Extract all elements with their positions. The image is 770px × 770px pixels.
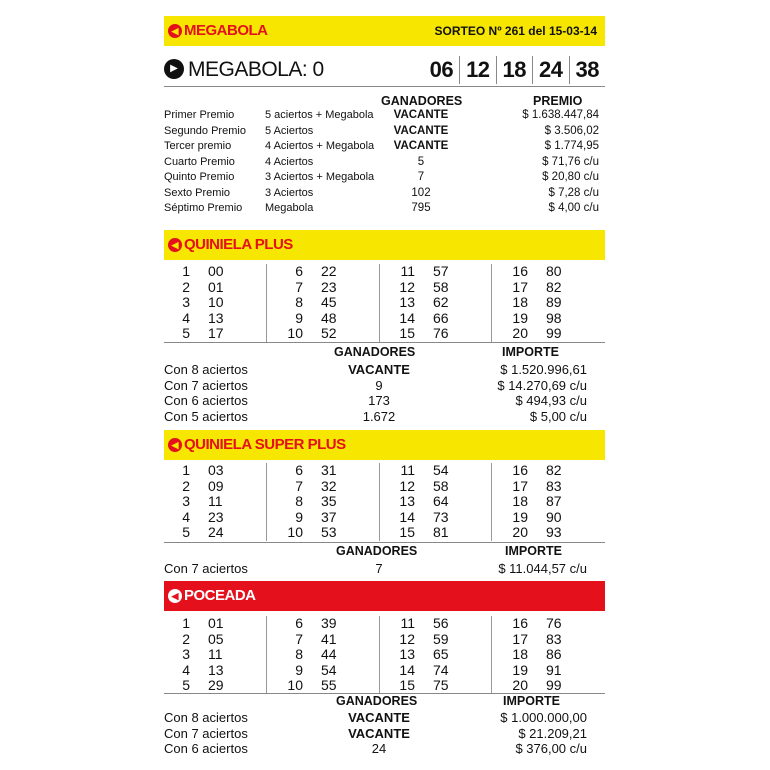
number-row [283, 678, 379, 694]
drawn-number: 58 [433, 477, 449, 494]
drawn-number: 93 [546, 524, 562, 540]
draw-position: 17 [512, 278, 528, 295]
result-winners: VACANTE [348, 710, 410, 725]
drawn-number: 90 [546, 508, 562, 525]
drawn-number: 82 [546, 462, 562, 478]
result-row [164, 741, 605, 757]
quiniela-plus-header-bar [164, 230, 605, 260]
drawn-number: 80 [546, 263, 562, 279]
number-column [508, 264, 604, 342]
number-row [395, 479, 491, 495]
draw-position: 19 [512, 309, 528, 326]
drawn-number: 00 [208, 263, 224, 279]
draw-position: 5 [182, 325, 190, 341]
result-amount: $ 1.520.996,61 [500, 362, 587, 377]
prize-description: 4 Aciertos + Megabola [265, 140, 375, 152]
drawn-number: 11 [208, 493, 223, 509]
draw-position: 8 [295, 294, 303, 310]
number-row [283, 510, 379, 526]
number-row [283, 311, 379, 327]
number-column [170, 616, 267, 694]
draw-position: 15 [399, 524, 415, 540]
prize-description: 3 Aciertos + Megabola [265, 171, 375, 183]
megabola-title: MEGABOLA [184, 22, 268, 39]
importe-heading: IMPORTE [502, 345, 559, 359]
draw-position: 3 [182, 294, 190, 310]
draw-position: 20 [512, 524, 528, 540]
draw-position: 17 [512, 477, 528, 494]
number-row [395, 494, 491, 510]
number-row [508, 525, 604, 541]
number-row [170, 632, 266, 648]
result-amount: $ 21.209,21 [518, 725, 587, 741]
draw-position: 8 [295, 646, 303, 662]
number-row [170, 678, 266, 694]
drawn-number: 39 [321, 615, 337, 631]
draw-position: 14 [399, 508, 415, 525]
draw-position: 19 [512, 508, 528, 525]
result-amount: $ 14.270,69 c/u [497, 377, 587, 393]
drawn-number: 09 [208, 477, 224, 494]
number-row [170, 463, 266, 479]
number-column [170, 463, 267, 541]
number-row [170, 494, 266, 510]
result-row [164, 409, 605, 425]
number-row [395, 280, 491, 296]
result-label: Con 8 aciertos [164, 710, 248, 725]
draw-position: 3 [182, 646, 190, 662]
result-winners: 7 [375, 561, 383, 576]
number-row [395, 295, 491, 311]
divider [164, 342, 605, 343]
number-row [170, 510, 266, 526]
drawn-number: 59 [433, 630, 449, 647]
drawn-number: 22 [321, 263, 337, 279]
draw-position: 16 [512, 462, 528, 478]
number-row [508, 311, 604, 327]
drawn-number: 52 [321, 325, 337, 341]
draw-position: 10 [287, 524, 303, 540]
result-row [164, 362, 605, 378]
drawn-number: 82 [546, 278, 562, 295]
draw-position: 20 [512, 325, 528, 341]
number-row [508, 479, 604, 495]
drawn-number: 81 [433, 524, 449, 540]
draw-position: 9 [295, 661, 303, 678]
draw-position: 9 [295, 309, 303, 326]
result-label: Con 5 aciertos [164, 408, 248, 424]
number-row [395, 326, 491, 342]
draw-position: 12 [399, 630, 415, 647]
draw-position: 15 [399, 325, 415, 341]
number-row [283, 479, 379, 495]
number-row [508, 494, 604, 510]
draw-position: 2 [182, 630, 190, 647]
drawn-number: 11 [208, 646, 223, 662]
sorteo-info: SORTEO Nº 261 del 15-03-14 [434, 24, 597, 38]
premio-heading: PREMIO [533, 94, 583, 108]
number-column [395, 616, 492, 694]
drawn-number: 62 [433, 294, 449, 310]
number-row [283, 663, 379, 679]
number-row [283, 295, 379, 311]
prize-name: Cuarto Premio [164, 155, 235, 168]
drawn-number: 29 [208, 677, 224, 693]
megabola-result-line [164, 56, 605, 84]
number-row [395, 632, 491, 648]
number-row [170, 311, 266, 327]
draw-position: 9 [295, 508, 303, 525]
draw-position: 3 [182, 493, 190, 509]
draw-position: 10 [287, 677, 303, 693]
number-row [508, 510, 604, 526]
drawn-number: 55 [321, 677, 337, 693]
arrow-left-icon: ◀ [168, 24, 182, 38]
draw-position: 11 [400, 462, 415, 478]
megabola-number: 06 [429, 57, 454, 82]
result-amount: $ 5,00 c/u [529, 408, 587, 424]
prize-winners: 5 [417, 155, 425, 168]
poceada-header-bar [164, 581, 605, 611]
prize-winners: 795 [411, 202, 431, 214]
drawn-number: 58 [433, 278, 449, 295]
number-row [170, 647, 266, 663]
number-row [508, 463, 604, 479]
megabola-number: 38 [569, 56, 605, 84]
ganadores-heading: GANADORES [336, 544, 418, 558]
number-row [508, 326, 604, 342]
result-winners: 9 [375, 377, 383, 393]
drawn-number: 76 [546, 615, 562, 631]
divider [164, 542, 605, 543]
draw-position: 15 [399, 677, 415, 693]
number-row [283, 264, 379, 280]
drawn-number: 23 [321, 278, 337, 295]
drawn-number: 54 [433, 462, 449, 478]
draw-position: 11 [400, 263, 415, 279]
drawn-number: 01 [208, 615, 224, 631]
draw-position: 18 [512, 646, 528, 662]
drawn-number: 57 [433, 263, 449, 279]
drawn-number: 75 [433, 677, 449, 693]
drawn-number: 31 [321, 462, 337, 478]
number-column [395, 264, 492, 342]
drawn-number: 53 [321, 524, 337, 540]
number-column [170, 264, 267, 342]
arrow-left-icon: ◀ [168, 238, 182, 252]
draw-position: 16 [512, 263, 528, 279]
megabola-number: 24 [532, 56, 568, 84]
number-row [395, 463, 491, 479]
drawn-number: 64 [433, 493, 449, 509]
result-amount: $ 11.044,57 c/u [498, 561, 587, 576]
result-row [164, 561, 605, 577]
drawn-number: 32 [321, 477, 337, 494]
number-row [395, 663, 491, 679]
megabola-number: 12 [459, 56, 495, 84]
ganadores-heading: GANADORES [334, 345, 416, 359]
number-column [283, 463, 380, 541]
number-row [283, 616, 379, 632]
draw-position: 11 [400, 615, 415, 631]
drawn-number: 74 [433, 661, 449, 678]
number-row [508, 616, 604, 632]
drawn-number: 35 [321, 493, 337, 509]
drawn-number: 45 [321, 294, 337, 310]
draw-position: 7 [295, 630, 303, 647]
draw-position: 13 [399, 294, 415, 310]
draw-position: 16 [512, 615, 528, 631]
result-label: Con 6 aciertos [164, 393, 248, 408]
result-winners: 173 [368, 393, 390, 408]
prize-amount: $ 7,28 c/u [548, 186, 599, 199]
drawn-number: 10 [208, 294, 224, 310]
divider [164, 86, 605, 87]
number-row [508, 647, 604, 663]
number-row [508, 632, 604, 648]
result-winners: VACANTE [348, 725, 410, 741]
draw-position: 6 [295, 462, 303, 478]
number-row [283, 525, 379, 541]
draw-position: 17 [512, 630, 528, 647]
draw-position: 5 [182, 677, 190, 693]
number-column [283, 264, 380, 342]
prize-amount: $ 4,00 c/u [548, 202, 599, 214]
number-row [283, 647, 379, 663]
number-row [283, 494, 379, 510]
prize-name: Séptimo Premio [164, 202, 243, 214]
draw-position: 18 [512, 493, 528, 509]
number-column [508, 463, 604, 541]
prize-row [164, 186, 605, 202]
result-label: Con 7 aciertos [164, 561, 248, 576]
prize-row [164, 201, 605, 217]
prize-description: 3 Aciertos [265, 186, 314, 199]
prize-description: Megabola [265, 202, 314, 214]
megabola-label: MEGABOLA: 0 [188, 58, 324, 81]
number-row [283, 632, 379, 648]
drawn-number: 83 [546, 630, 562, 647]
number-row [170, 264, 266, 280]
number-row [170, 479, 266, 495]
prize-winners: VACANTE [393, 109, 449, 121]
poceada-title: POCEADA [184, 587, 256, 604]
drawn-number: 48 [321, 309, 337, 326]
drawn-number: 23 [208, 508, 224, 525]
result-label: Con 7 aciertos [164, 725, 248, 741]
result-winners: 24 [371, 741, 387, 756]
draw-position: 5 [182, 524, 190, 540]
prize-description: 5 aciertos + Megabola [265, 109, 374, 121]
quiniela-super-plus-header-bar [164, 430, 605, 460]
prize-amount: $ 1.638.447,84 [522, 109, 599, 121]
result-row [164, 726, 605, 742]
quiniela-super-plus-title: QUINIELA SUPER PLUS [184, 436, 346, 453]
draw-position: 13 [399, 646, 415, 662]
prize-name: Tercer premio [164, 140, 232, 152]
drawn-number: 54 [321, 661, 337, 678]
prize-amount: $ 20,80 c/u [542, 171, 599, 183]
number-row [283, 280, 379, 296]
drawn-number: 05 [208, 630, 224, 647]
drawn-number: 13 [208, 309, 224, 326]
number-row [508, 264, 604, 280]
draw-position: 4 [182, 508, 190, 525]
draw-position: 1 [182, 263, 190, 279]
draw-position: 7 [295, 477, 303, 494]
draw-position: 19 [512, 661, 528, 678]
result-winners: 1.672 [362, 408, 396, 424]
number-row [395, 678, 491, 694]
draw-position: 14 [399, 309, 415, 326]
prize-amount: $ 3.506,02 [544, 124, 599, 137]
prize-name: Quinto Premio [164, 171, 235, 183]
result-amount: $ 1.000.000,00 [500, 710, 587, 725]
prize-name: Segundo Premio [164, 124, 246, 137]
draw-position: 2 [182, 278, 190, 295]
draw-position: 6 [295, 263, 303, 279]
drawn-number: 37 [321, 508, 337, 525]
drawn-number: 83 [546, 477, 562, 494]
draw-position: 1 [182, 462, 190, 478]
prize-winners: 7 [417, 171, 425, 183]
draw-position: 8 [295, 493, 303, 509]
drawn-number: 91 [546, 661, 562, 678]
drawn-number: 24 [208, 524, 224, 540]
arrow-left-icon: ◀ [168, 589, 182, 603]
drawn-number: 17 [208, 325, 224, 341]
draw-position: 14 [399, 661, 415, 678]
prize-row [164, 139, 605, 155]
number-row [395, 311, 491, 327]
result-label: Con 6 aciertos [164, 741, 248, 756]
draw-position: 1 [182, 615, 190, 631]
prize-row [164, 155, 605, 171]
draw-position: 13 [399, 493, 415, 509]
prize-name: Sexto Premio [164, 186, 231, 199]
drawn-number: 99 [546, 677, 562, 693]
drawn-number: 41 [321, 630, 337, 647]
result-label: Con 8 aciertos [164, 362, 248, 377]
draw-position: 20 [512, 677, 528, 693]
draw-position: 12 [399, 278, 415, 295]
draw-position: 10 [287, 325, 303, 341]
prize-amount: $ 71,76 c/u [542, 155, 599, 168]
result-row [164, 393, 605, 409]
draw-position: 2 [182, 477, 190, 494]
prize-row [164, 108, 605, 124]
number-row [395, 616, 491, 632]
draw-position: 7 [295, 278, 303, 295]
megabola-number: 18 [496, 56, 532, 84]
prize-row [164, 170, 605, 186]
prize-winners: VACANTE [393, 124, 449, 137]
number-row [508, 678, 604, 694]
drawn-number: 65 [433, 646, 449, 662]
drawn-number: 56 [433, 615, 449, 631]
quiniela-plus-title: QUINIELA PLUS [184, 236, 293, 253]
number-row [170, 326, 266, 342]
number-row [395, 264, 491, 280]
drawn-number: 13 [208, 661, 224, 678]
play-icon: ▶ [164, 59, 184, 79]
number-row [395, 510, 491, 526]
drawn-number: 89 [546, 294, 562, 310]
prize-description: 4 Aciertos [265, 155, 314, 168]
prize-name: Primer Premio [164, 109, 235, 121]
result-amount: $ 494,93 c/u [515, 393, 587, 408]
megabola-numbers [424, 56, 605, 84]
number-row [170, 663, 266, 679]
drawn-number: 03 [208, 462, 224, 478]
prize-description: 5 Aciertos [265, 124, 314, 137]
draw-position: 4 [182, 661, 190, 678]
drawn-number: 44 [321, 646, 337, 662]
result-winners: VACANTE [348, 362, 410, 377]
result-label: Con 7 aciertos [164, 377, 248, 393]
number-row [508, 280, 604, 296]
result-row [164, 710, 605, 726]
result-row [164, 378, 605, 394]
number-row [395, 647, 491, 663]
number-row [508, 295, 604, 311]
importe-heading: IMPORTE [503, 694, 560, 708]
number-column [508, 616, 604, 694]
ganadores-heading: GANADORES [336, 694, 418, 708]
number-row [170, 525, 266, 541]
drawn-number: 87 [546, 493, 562, 509]
drawn-number: 99 [546, 325, 562, 341]
number-row [395, 525, 491, 541]
prize-winners: 102 [411, 186, 431, 199]
arrow-left-icon: ◀ [168, 438, 182, 452]
draw-position: 18 [512, 294, 528, 310]
prize-winners: VACANTE [393, 140, 449, 152]
draw-position: 12 [399, 477, 415, 494]
number-row [283, 326, 379, 342]
number-row [170, 295, 266, 311]
number-column [395, 463, 492, 541]
drawn-number: 76 [433, 325, 449, 341]
result-amount: $ 376,00 c/u [515, 741, 587, 756]
number-row [170, 280, 266, 296]
prize-row [164, 124, 605, 140]
ganadores-heading: GANADORES [381, 94, 463, 108]
drawn-number: 01 [208, 278, 224, 295]
number-row [508, 663, 604, 679]
megabola-header-bar [164, 16, 605, 46]
number-row [170, 616, 266, 632]
drawn-number: 66 [433, 309, 449, 326]
prize-amount: $ 1.774,95 [544, 140, 599, 152]
number-column [283, 616, 380, 694]
importe-heading: IMPORTE [505, 544, 562, 558]
drawn-number: 86 [546, 646, 562, 662]
draw-position: 4 [182, 309, 190, 326]
number-row [283, 463, 379, 479]
drawn-number: 73 [433, 508, 449, 525]
draw-position: 6 [295, 615, 303, 631]
drawn-number: 98 [546, 309, 562, 326]
